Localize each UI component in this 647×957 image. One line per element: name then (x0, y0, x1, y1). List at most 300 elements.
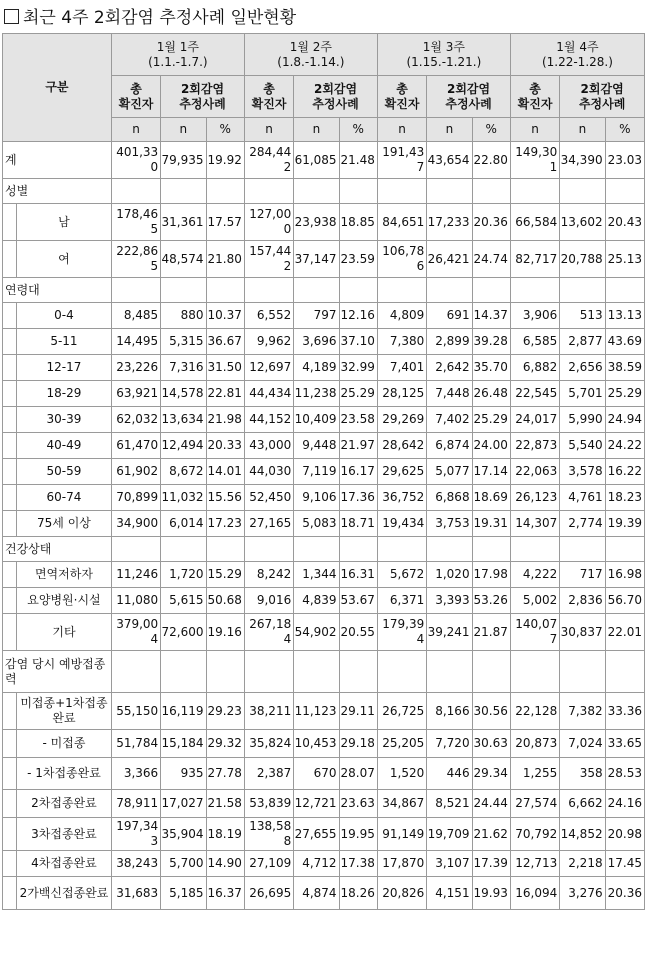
percent-cell: 43.69 (605, 329, 644, 355)
empty-cell (427, 179, 472, 204)
unit-n: n (377, 118, 426, 142)
count-cell: 31,361 (161, 204, 206, 241)
table-row (3, 459, 645, 485)
count-cell: 20,788 (560, 241, 605, 278)
percent-cell: 21.48 (339, 142, 377, 179)
empty-cell (560, 537, 605, 562)
empty-cell (510, 179, 559, 204)
count-cell: 9,106 (294, 485, 339, 511)
percent-cell: 16.37 (206, 877, 244, 910)
count-cell: 22,873 (510, 433, 559, 459)
unit-n: n (560, 118, 605, 142)
percent-cell: 25.13 (605, 241, 644, 278)
unit-pct: % (206, 118, 244, 142)
count-cell: 6,868 (427, 485, 472, 511)
percent-cell: 12.16 (339, 303, 377, 329)
count-cell: 19,434 (377, 511, 426, 537)
percent-cell: 32.99 (339, 355, 377, 381)
table-row (3, 485, 645, 511)
percent-cell: 21.98 (206, 407, 244, 433)
count-cell: 44,030 (244, 459, 293, 485)
week-header: 1월 1주 (1.1.-1.7.) (111, 34, 244, 76)
empty-cell (206, 537, 244, 562)
unit-n: n (161, 118, 206, 142)
percent-cell: 17.38 (339, 851, 377, 877)
count-cell: 22,545 (510, 381, 559, 407)
table-row (3, 142, 645, 179)
count-cell: 54,902 (294, 614, 339, 651)
count-cell: 17,870 (377, 851, 426, 877)
table-row (3, 241, 645, 278)
count-cell: 5,002 (510, 588, 559, 614)
count-cell: 22,128 (510, 693, 559, 730)
count-cell: 12,721 (294, 790, 339, 818)
empty-cell (427, 278, 472, 303)
table-row (3, 588, 645, 614)
count-cell: 2,774 (560, 511, 605, 537)
percent-cell: 17.45 (605, 851, 644, 877)
percent-cell: 20.43 (605, 204, 644, 241)
reinfection-header: 2회감염 추정사례 (294, 76, 378, 118)
count-cell: 8,166 (427, 693, 472, 730)
indent-cell (3, 877, 17, 910)
indent-cell (3, 329, 17, 355)
percent-cell: 19.93 (472, 877, 510, 910)
count-cell: 10,453 (294, 730, 339, 758)
percent-cell: 18.23 (605, 485, 644, 511)
indent-cell (3, 730, 17, 758)
count-cell: 6,585 (510, 329, 559, 355)
percent-cell: 24.74 (472, 241, 510, 278)
empty-cell (206, 651, 244, 693)
count-cell: 880 (161, 303, 206, 329)
empty-cell (161, 537, 206, 562)
count-cell: 17,233 (427, 204, 472, 241)
empty-cell (472, 651, 510, 693)
row-label: 75세 이상 (17, 511, 112, 537)
empty-cell (560, 278, 605, 303)
count-cell: 61,902 (111, 459, 160, 485)
count-cell: 20,826 (377, 877, 426, 910)
count-cell: 37,147 (294, 241, 339, 278)
count-cell: 2,218 (560, 851, 605, 877)
count-cell: 11,238 (294, 381, 339, 407)
indent-cell (3, 303, 17, 329)
count-cell: 16,094 (510, 877, 559, 910)
row-label: 12-17 (17, 355, 112, 381)
percent-cell: 18.85 (339, 204, 377, 241)
percent-cell: 14.90 (206, 851, 244, 877)
indent-cell (3, 459, 17, 485)
percent-cell: 53.67 (339, 588, 377, 614)
section-row (3, 537, 645, 562)
percent-cell: 19.16 (206, 614, 244, 651)
count-cell: 197,343 (111, 818, 160, 851)
row-label: 기타 (17, 614, 112, 651)
unit-pct: % (339, 118, 377, 142)
count-cell: 14,495 (111, 329, 160, 355)
row-label: 면역저하자 (17, 562, 112, 588)
row-label: 계 (3, 142, 112, 179)
empty-cell (161, 179, 206, 204)
empty-cell (377, 537, 426, 562)
empty-cell (111, 179, 160, 204)
empty-cell (510, 651, 559, 693)
count-cell: 157,442 (244, 241, 293, 278)
count-cell: 9,016 (244, 588, 293, 614)
count-cell: 5,315 (161, 329, 206, 355)
count-cell: 44,152 (244, 407, 293, 433)
indent-cell (3, 790, 17, 818)
count-cell: 717 (560, 562, 605, 588)
empty-cell (339, 651, 377, 693)
count-cell: 7,119 (294, 459, 339, 485)
empty-cell (244, 278, 293, 303)
empty-cell (472, 179, 510, 204)
count-cell: 3,107 (427, 851, 472, 877)
percent-cell: 16.31 (339, 562, 377, 588)
count-cell: 61,470 (111, 433, 160, 459)
count-cell: 51,784 (111, 730, 160, 758)
count-cell: 5,672 (377, 562, 426, 588)
empty-cell (510, 278, 559, 303)
indent-cell (3, 381, 17, 407)
empty-cell (427, 651, 472, 693)
checkbox-square-icon (4, 9, 19, 24)
empty-cell (605, 278, 644, 303)
row-label: 미접종+1차접종완료 (17, 693, 112, 730)
count-cell: 78,911 (111, 790, 160, 818)
percent-cell: 17.39 (472, 851, 510, 877)
empty-cell (206, 278, 244, 303)
indent-cell (3, 588, 17, 614)
table-row (3, 877, 645, 910)
count-cell: 127,000 (244, 204, 293, 241)
count-cell: 106,786 (377, 241, 426, 278)
percent-cell: 24.44 (472, 790, 510, 818)
indent-cell (3, 693, 17, 730)
count-cell: 1,344 (294, 562, 339, 588)
table-row (3, 329, 645, 355)
count-cell: 12,713 (510, 851, 559, 877)
unit-n: n (111, 118, 160, 142)
percent-cell: 23.03 (605, 142, 644, 179)
percent-cell: 19.95 (339, 818, 377, 851)
count-cell: 52,450 (244, 485, 293, 511)
count-cell: 70,899 (111, 485, 160, 511)
count-cell: 7,380 (377, 329, 426, 355)
week-header: 1월 3주 (1.15.-1.21.) (377, 34, 510, 76)
count-cell: 79,935 (161, 142, 206, 179)
indent-cell (3, 407, 17, 433)
percent-cell: 29.32 (206, 730, 244, 758)
count-cell: 5,083 (294, 511, 339, 537)
percent-cell: 29.23 (206, 693, 244, 730)
count-cell: 1,255 (510, 758, 559, 790)
row-label: 18-29 (17, 381, 112, 407)
total-cases-header: 총 확진자 (377, 76, 426, 118)
count-cell: 513 (560, 303, 605, 329)
count-cell: 179,394 (377, 614, 426, 651)
count-cell: 2,656 (560, 355, 605, 381)
count-cell: 6,882 (510, 355, 559, 381)
count-cell: 10,409 (294, 407, 339, 433)
count-cell: 26,421 (427, 241, 472, 278)
table-row (3, 303, 645, 329)
count-cell: 138,588 (244, 818, 293, 851)
count-cell: 7,024 (560, 730, 605, 758)
count-cell: 149,301 (510, 142, 559, 179)
count-cell: 4,839 (294, 588, 339, 614)
empty-cell (294, 179, 339, 204)
count-cell: 358 (560, 758, 605, 790)
count-cell: 38,243 (111, 851, 160, 877)
count-cell: 2,877 (560, 329, 605, 355)
count-cell: 13,602 (560, 204, 605, 241)
count-cell: 14,852 (560, 818, 605, 851)
count-cell: 72,600 (161, 614, 206, 651)
percent-cell: 23.58 (339, 407, 377, 433)
count-cell: 23,938 (294, 204, 339, 241)
empty-cell (377, 179, 426, 204)
count-cell: 140,077 (510, 614, 559, 651)
unit-n: n (510, 118, 559, 142)
count-cell: 3,578 (560, 459, 605, 485)
percent-cell: 29.11 (339, 693, 377, 730)
row-label: - 미접종 (17, 730, 112, 758)
count-cell: 38,211 (244, 693, 293, 730)
indent-cell (3, 355, 17, 381)
table-row (3, 355, 645, 381)
percent-cell: 38.59 (605, 355, 644, 381)
unit-pct: % (605, 118, 644, 142)
percent-cell: 36.67 (206, 329, 244, 355)
empty-cell (244, 651, 293, 693)
count-cell: 12,494 (161, 433, 206, 459)
empty-cell (244, 537, 293, 562)
percent-cell: 27.78 (206, 758, 244, 790)
count-cell: 6,874 (427, 433, 472, 459)
table-row (3, 381, 645, 407)
percent-cell: 20.36 (472, 204, 510, 241)
empty-cell (111, 278, 160, 303)
count-cell: 8,485 (111, 303, 160, 329)
count-cell: 22,063 (510, 459, 559, 485)
reinfection-header: 2회감염 추정사례 (161, 76, 245, 118)
count-cell: 53,839 (244, 790, 293, 818)
percent-cell: 29.18 (339, 730, 377, 758)
empty-cell (605, 651, 644, 693)
percent-cell: 15.29 (206, 562, 244, 588)
count-cell: 15,184 (161, 730, 206, 758)
count-cell: 9,962 (244, 329, 293, 355)
percent-cell: 37.10 (339, 329, 377, 355)
indent-cell (3, 614, 17, 651)
percent-cell: 19.31 (472, 511, 510, 537)
percent-cell: 17.98 (472, 562, 510, 588)
row-label: 0-4 (17, 303, 112, 329)
percent-cell: 18.71 (339, 511, 377, 537)
count-cell: 4,809 (377, 303, 426, 329)
percent-cell: 21.62 (472, 818, 510, 851)
count-cell: 13,634 (161, 407, 206, 433)
table-row (3, 730, 645, 758)
count-cell: 935 (161, 758, 206, 790)
count-cell: 55,150 (111, 693, 160, 730)
document-title (4, 3, 296, 29)
count-cell: 11,246 (111, 562, 160, 588)
indent-cell (3, 851, 17, 877)
statistics-table (2, 33, 645, 910)
count-cell: 36,752 (377, 485, 426, 511)
percent-cell: 23.63 (339, 790, 377, 818)
percent-cell: 18.19 (206, 818, 244, 851)
count-cell: 43,000 (244, 433, 293, 459)
count-cell: 7,382 (560, 693, 605, 730)
count-cell: 34,900 (111, 511, 160, 537)
table-row (3, 693, 645, 730)
count-cell: 39,241 (427, 614, 472, 651)
count-cell: 28,125 (377, 381, 426, 407)
empty-cell (339, 278, 377, 303)
percent-cell: 18.26 (339, 877, 377, 910)
count-cell: 178,465 (111, 204, 160, 241)
indent-cell (3, 758, 17, 790)
indent-cell (3, 241, 17, 278)
count-cell: 5,615 (161, 588, 206, 614)
percent-cell: 25.29 (472, 407, 510, 433)
percent-cell: 10.37 (206, 303, 244, 329)
percent-cell: 20.55 (339, 614, 377, 651)
count-cell: 7,401 (377, 355, 426, 381)
row-label: 요양병원·시설 (17, 588, 112, 614)
section-label: 연령대 (3, 278, 112, 303)
count-cell: 24,017 (510, 407, 559, 433)
percent-cell: 26.48 (472, 381, 510, 407)
indent-cell (3, 511, 17, 537)
count-cell: 14,307 (510, 511, 559, 537)
indent-cell (3, 485, 17, 511)
section-label: 건강상태 (3, 537, 112, 562)
count-cell: 17,027 (161, 790, 206, 818)
count-cell: 284,442 (244, 142, 293, 179)
percent-cell: 17.36 (339, 485, 377, 511)
row-label: 2차접종완료 (17, 790, 112, 818)
empty-cell (111, 537, 160, 562)
empty-cell (161, 651, 206, 693)
count-cell: 5,700 (161, 851, 206, 877)
unit-n: n (244, 118, 293, 142)
total-cases-header: 총 확진자 (510, 76, 559, 118)
percent-cell: 22.81 (206, 381, 244, 407)
count-cell: 3,366 (111, 758, 160, 790)
percent-cell: 21.80 (206, 241, 244, 278)
empty-cell (339, 537, 377, 562)
unit-n: n (294, 118, 339, 142)
count-cell: 66,584 (510, 204, 559, 241)
count-cell: 7,448 (427, 381, 472, 407)
count-cell: 267,184 (244, 614, 293, 651)
count-cell: 27,655 (294, 818, 339, 851)
percent-cell: 19.92 (206, 142, 244, 179)
count-cell: 8,521 (427, 790, 472, 818)
percent-cell: 33.65 (605, 730, 644, 758)
count-cell: 11,123 (294, 693, 339, 730)
category-header: 구분 (3, 34, 112, 142)
percent-cell: 30.63 (472, 730, 510, 758)
count-cell: 4,712 (294, 851, 339, 877)
empty-cell (560, 179, 605, 204)
count-cell: 70,792 (510, 818, 559, 851)
count-cell: 8,242 (244, 562, 293, 588)
section-label: 성별 (3, 179, 112, 204)
percent-cell: 21.97 (339, 433, 377, 459)
percent-cell: 50.68 (206, 588, 244, 614)
percent-cell: 53.26 (472, 588, 510, 614)
count-cell: 3,276 (560, 877, 605, 910)
row-label: 50-59 (17, 459, 112, 485)
count-cell: 797 (294, 303, 339, 329)
count-cell: 5,077 (427, 459, 472, 485)
count-cell: 4,189 (294, 355, 339, 381)
percent-cell: 20.33 (206, 433, 244, 459)
count-cell: 379,004 (111, 614, 160, 651)
count-cell: 1,020 (427, 562, 472, 588)
title-text: 최근 4주 2회감염 추정사례 일반현황 (23, 8, 297, 28)
table-row (3, 511, 645, 537)
table-row (3, 562, 645, 588)
indent-cell (3, 562, 17, 588)
count-cell: 1,520 (377, 758, 426, 790)
empty-cell (294, 278, 339, 303)
count-cell: 6,552 (244, 303, 293, 329)
count-cell: 84,651 (377, 204, 426, 241)
percent-cell: 20.98 (605, 818, 644, 851)
count-cell: 16,119 (161, 693, 206, 730)
count-cell: 28,642 (377, 433, 426, 459)
percent-cell: 24.00 (472, 433, 510, 459)
empty-cell (605, 537, 644, 562)
empty-cell (339, 179, 377, 204)
count-cell: 3,753 (427, 511, 472, 537)
count-cell: 31,683 (111, 877, 160, 910)
row-label: 4차접종완료 (17, 851, 112, 877)
empty-cell (472, 537, 510, 562)
count-cell: 35,824 (244, 730, 293, 758)
count-cell: 6,014 (161, 511, 206, 537)
row-label: 남 (17, 204, 112, 241)
unit-n: n (427, 118, 472, 142)
percent-cell: 16.22 (605, 459, 644, 485)
count-cell: 191,437 (377, 142, 426, 179)
count-cell: 27,165 (244, 511, 293, 537)
count-cell: 20,873 (510, 730, 559, 758)
table-row (3, 614, 645, 651)
percent-cell: 28.07 (339, 758, 377, 790)
empty-cell (377, 278, 426, 303)
count-cell: 5,701 (560, 381, 605, 407)
count-cell: 6,662 (560, 790, 605, 818)
percent-cell: 18.69 (472, 485, 510, 511)
percent-cell: 28.53 (605, 758, 644, 790)
count-cell: 26,725 (377, 693, 426, 730)
count-cell: 26,695 (244, 877, 293, 910)
count-cell: 48,574 (161, 241, 206, 278)
empty-cell (294, 537, 339, 562)
count-cell: 5,540 (560, 433, 605, 459)
percent-cell: 17.23 (206, 511, 244, 537)
count-cell: 11,032 (161, 485, 206, 511)
